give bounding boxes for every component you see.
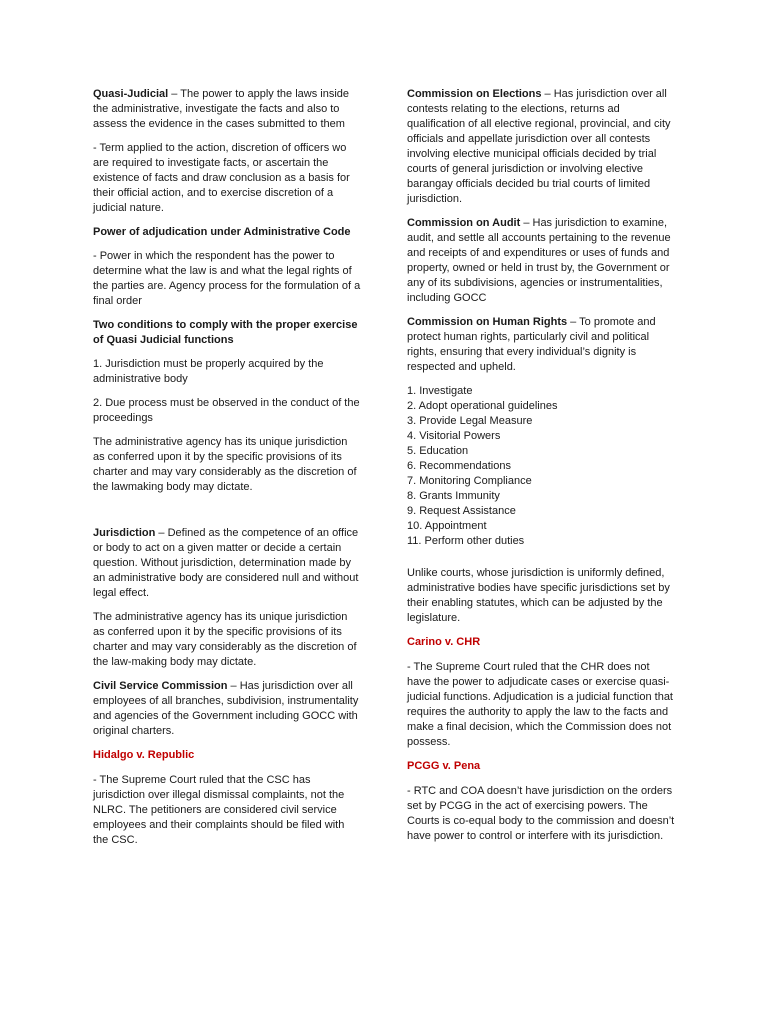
case-carino-heading: Carino v. CHR: [407, 636, 481, 648]
agency-paragraph-1: The administrative agency has its unique jurisdiction as conferred upon it by the specific provisions of its charter and may vary considerably as the discretion of the lawmaking body may dictate.: [93, 436, 357, 493]
list-item: 1. Investigate: [407, 385, 473, 397]
agency-paragraph-2: The administrative agency has its unique jurisdiction as conferred upon it by the specific provisions of its charter and may vary considerably as the discretion of the law-making body may dictate.: [93, 611, 357, 668]
right-column: [407, 87, 675, 853]
comelec-definition: Commission on Elections – Has jurisdiction over all contests relating to the elections, returns ad qualification of all elective regional, provincial, and city officials and appellate jurisdiction over all contests involving elective municipal officials decided by trial courts of general jurisdiction or involving elective barangay officials decided bu trial courts of limited jurisdiction.: [407, 88, 671, 205]
csc-definition: Civil Service Commission – Has jurisdiction over all employees of all branches, subdivision, instrumentality and agencies of the Government including GOCC with original charters.: [93, 680, 359, 737]
adjudication-text: - Power in which the respondent has the power to determine what the law is and what the legal rights of the parties are. Agency process for the formulation of a final order: [93, 250, 361, 307]
comelec-term: Commission on Elections: [407, 88, 542, 100]
adjudication-heading: Power of adjudication under Administrative Code: [93, 226, 351, 238]
list-item: 8. Grants Immunity: [407, 490, 500, 502]
list-item: 2. Adopt operational guidelines: [407, 400, 558, 412]
condition-2: 2. Due process must be observed in the conduct of the proceedings: [93, 397, 360, 424]
case-pcgg-heading: PCGG v. Pena: [407, 760, 481, 772]
csc-term: Civil Service Commission: [93, 680, 228, 692]
jurisdiction-term: Jurisdiction: [93, 527, 156, 539]
chr-term: Commission on Human Rights: [407, 316, 568, 328]
hidalgo-text: - The Supreme Court ruled that the CSC has jurisdiction over illegal dismissal complaints, not the NLRC. The petitioners are considered civil service employees and their complaints should be filed with the CSC.: [93, 774, 345, 846]
spacer: [407, 558, 675, 566]
list-item: 5. Education: [407, 445, 469, 457]
coa-term: Commission on Audit: [407, 217, 521, 229]
conditions-heading: Two conditions to comply with the proper exercise of Quasi Judicial functions: [93, 319, 358, 346]
chr-definition: Commission on Human Rights – To promote and protect human rights, particularly civil and political rights, ensuring that every individual’s dignity is respected and upheld.: [407, 316, 656, 373]
list-item: 4. Visitorial Powers: [407, 430, 501, 442]
list-item: 6. Recommendations: [407, 460, 511, 472]
chr-functions-list: [407, 384, 675, 549]
spacer: [93, 504, 361, 526]
pcgg-text: - RTC and COA doesn’t have jurisdiction on the orders set by PCGG in the act of exercising powers. The Courts is co-equal body to the commission and doesn’t have power to control or interfere with its jurisdiction.: [407, 785, 675, 842]
jurisdiction-definition: Jurisdiction – Defined as the competence of an office or body to act on a given matter or decide a certain question. Without jurisdiction, determination made by an administrative body are considered null and without legal effect.: [93, 527, 359, 599]
list-item: 10. Appointment: [407, 520, 487, 532]
case-hidalgo-heading: Hidalgo v. Republic: [93, 749, 195, 761]
condition-1: 1. Jurisdiction must be properly acquired by the administrative body: [93, 358, 324, 385]
quasi-judicial-note: - Term applied to the action, discretion of officers wo are required to investigate facts, or ascertain the existence of facts and draw conclusion as a basis for their official action, and to exercise discretion of a judicial nature.: [93, 142, 350, 214]
left-column: [93, 87, 361, 857]
list-item: 7. Monitoring Compliance: [407, 475, 532, 487]
quasi-judicial-definition: Quasi-Judicial – The power to apply the laws inside the administrative, investigate the facts and also to assess the evidence in the cases submitted to them: [93, 88, 349, 130]
list-item: 3. Provide Legal Measure: [407, 415, 533, 427]
coa-definition: Commission on Audit – Has jurisdiction to examine, audit, and settle all accounts pertaining to the revenue and receipts of and expenditures or uses of funds and property, owned or held in trust by, the Government or any of its subdivisions, agencies or instrumentalities, including GOCC: [407, 217, 671, 304]
carino-text: - The Supreme Court ruled that the CHR does not have the power to adjudicate cases or exercise quasi-judicial functions. Adjudication is a judicial function that requires the authority to apply the law to the facts and make a final decision, which the Commission does not possess.: [407, 661, 673, 748]
quasi-judicial-term: Quasi-Judicial: [93, 88, 169, 100]
list-item: 11. Perform other duties: [407, 535, 525, 547]
courts-paragraph: Unlike courts, whose jurisdiction is uniformly defined, administrative bodies have specific jurisdictions set by their enabling statutes, which can be adjusted by the legislature.: [407, 567, 670, 624]
list-item: 9. Request Assistance: [407, 505, 516, 517]
